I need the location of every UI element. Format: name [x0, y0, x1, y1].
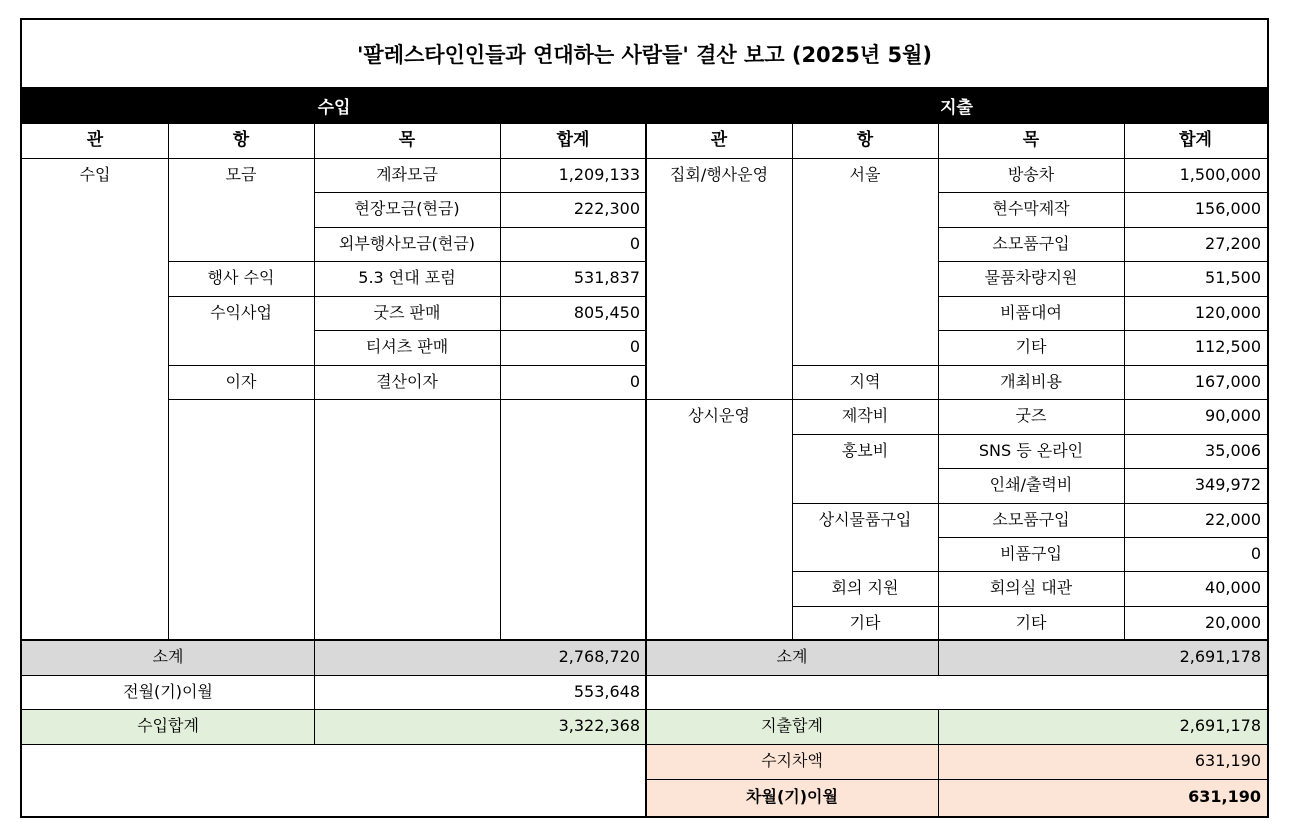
expense-row-amount: 156,000 — [1194, 199, 1261, 218]
income-row-amount: 0 — [629, 337, 640, 356]
grid-line — [792, 434, 1267, 435]
expense-hang-region: 지역 — [849, 372, 881, 391]
grid-line — [938, 261, 1267, 262]
income-total-label: 수입합계 — [137, 716, 199, 735]
income-row-mok: 외부행사모금(현금) — [338, 234, 476, 253]
expense-hang-seoul: 서울 — [849, 165, 881, 184]
grid-line — [646, 399, 1267, 400]
grid-line — [792, 571, 1267, 572]
income-hang-donation: 모금 — [225, 165, 257, 184]
expense-subtotal-value: 2,691,178 — [1179, 647, 1261, 666]
grid-line — [1124, 123, 1125, 640]
income-col-gwan: 관 — [86, 130, 104, 150]
income-total-value: 3,322,368 — [558, 716, 640, 735]
expense-row-mok: 물품차량지원 — [984, 268, 1078, 287]
income-row-amount: 1,209,133 — [558, 165, 640, 184]
income-subtotal-label: 소계 — [152, 647, 184, 666]
grid-line — [938, 537, 1267, 538]
grid-line — [792, 503, 1267, 504]
income-col-hang: 항 — [232, 130, 250, 150]
expense-total-label: 지출합계 — [761, 716, 823, 735]
expense-row-amount: 167,000 — [1194, 372, 1261, 391]
expense-row-mok: 소모품구입 — [992, 510, 1070, 529]
grid-line — [22, 709, 1267, 710]
grid-line — [168, 365, 646, 366]
grid-line — [22, 744, 1267, 745]
income-row-amount: 0 — [629, 234, 640, 253]
expense-col-total: 합계 — [1179, 130, 1212, 150]
grid-line — [646, 779, 1267, 780]
expense-hang-promotion: 홍보비 — [841, 441, 889, 460]
expense-row-mok: 굿즈 — [1015, 406, 1047, 425]
expense-row-mok: 인쇄/출력비 — [989, 475, 1073, 494]
income-hang-event: 행사 수익 — [207, 268, 275, 287]
expense-row-mok: 기타 — [1015, 337, 1047, 356]
expense-row-amount: 35,006 — [1205, 441, 1261, 460]
expense-row-amount: 120,000 — [1194, 303, 1261, 322]
income-col-total: 합계 — [556, 130, 590, 150]
grid-line — [938, 640, 939, 675]
expense-row-mok: SNS 등 온라인 — [978, 441, 1084, 460]
balance-value: 631,190 — [1194, 751, 1261, 770]
income-col-mok: 목 — [398, 130, 416, 150]
carryover-in-label: 전월(기)이월 — [123, 682, 213, 701]
expense-col-mok: 목 — [1022, 130, 1040, 150]
expense-col-hang: 항 — [856, 130, 874, 150]
expense-row-amount: 1,500,000 — [1179, 165, 1261, 184]
grid-line — [314, 123, 315, 744]
expense-row-mok: 방송차 — [1007, 165, 1055, 184]
income-row-mok: 계좌모금 — [376, 165, 438, 184]
income-row-mok: 5.3 연대 포럼 — [358, 268, 456, 287]
expense-subtotal-label: 소계 — [776, 647, 808, 666]
income-row-mok: 현장모금(현금) — [354, 199, 460, 218]
grid-line — [938, 192, 1267, 193]
expense-header-bar — [646, 87, 1267, 123]
expense-gwan-regular: 상시운영 — [688, 406, 750, 425]
income-gwan: 수입 — [79, 165, 111, 184]
income-hang-interest: 이자 — [225, 372, 257, 391]
expense-row-mok: 비품구입 — [1000, 544, 1062, 563]
settlement-report — [20, 18, 1269, 818]
expense-total-value: 2,691,178 — [1179, 716, 1261, 735]
grid-line — [314, 330, 646, 331]
expense-row-amount: 51,500 — [1205, 268, 1261, 287]
expense-row-mok: 현수막제작 — [992, 199, 1070, 218]
grid-line — [22, 639, 1267, 641]
grid-line — [938, 296, 1267, 297]
expense-header: 지출 — [940, 97, 973, 118]
expense-row-amount: 22,000 — [1205, 510, 1261, 529]
income-row-mok: 티셔츠 판매 — [365, 337, 449, 356]
expense-row-amount: 27,200 — [1205, 234, 1261, 253]
expense-row-amount: 20,000 — [1205, 613, 1261, 632]
grid-line — [938, 330, 1267, 331]
income-row-amount: 805,450 — [573, 303, 640, 322]
income-header-bar — [22, 87, 646, 123]
income-header: 수입 — [317, 97, 351, 118]
expense-col-gwan: 관 — [710, 130, 728, 150]
carryover-out-value: 631,190 — [1188, 787, 1261, 806]
income-row-mok: 굿즈 판매 — [373, 303, 441, 322]
expense-hang-meeting: 회의 지원 — [831, 578, 899, 597]
expense-gwan-events: 집회/행사운영 — [669, 165, 769, 184]
grid-line — [168, 296, 646, 297]
income-row-amount: 0 — [629, 372, 640, 391]
carryover-in-value: 553,648 — [573, 682, 640, 701]
expense-row-amount: 90,000 — [1205, 406, 1261, 425]
balance-label: 수지차액 — [761, 751, 823, 770]
expense-row-mok: 기타 — [1015, 613, 1047, 632]
grid-line — [168, 123, 169, 640]
grid-line — [938, 709, 939, 816]
grid-line — [168, 261, 646, 262]
expense-row-amount: 0 — [1250, 544, 1261, 563]
expense-row-mok: 소모품구입 — [992, 234, 1070, 253]
income-row-amount: 222,300 — [573, 199, 640, 218]
grid-line — [500, 123, 501, 640]
expense-row-amount: 40,000 — [1205, 578, 1261, 597]
income-row-amount: 531,837 — [573, 268, 640, 287]
expense-hang-etc: 기타 — [849, 613, 881, 632]
grid-line — [314, 192, 646, 193]
expense-row-mok: 비품대여 — [1000, 303, 1062, 322]
grid-line — [792, 123, 793, 640]
report-title: '팔레스타인인들과 연대하는 사람들' 결산 보고 (2025년 5월) — [357, 42, 932, 67]
grid-line — [314, 227, 646, 228]
expense-row-amount: 112,500 — [1194, 337, 1261, 356]
grid-line — [792, 606, 1267, 607]
expense-row-amount: 349,972 — [1194, 475, 1261, 494]
income-row-mok: 결산이자 — [376, 372, 438, 391]
grid-line — [938, 123, 939, 640]
carryover-out-label: 차월(기)이월 — [746, 787, 838, 806]
grid-line — [938, 227, 1267, 228]
grid-line — [22, 675, 1267, 676]
expense-hang-supplies: 상시물품구입 — [818, 510, 912, 529]
income-subtotal-value: 2,768,720 — [558, 647, 640, 666]
income-hang-business: 수익사업 — [210, 303, 272, 322]
expense-row-mok: 회의실 대관 — [989, 578, 1073, 597]
expense-hang-production: 제작비 — [841, 406, 889, 425]
grid-line — [792, 365, 1267, 366]
expense-row-mok: 개최비용 — [1000, 372, 1062, 391]
grid-line — [168, 399, 646, 400]
grid-line — [938, 468, 1267, 469]
